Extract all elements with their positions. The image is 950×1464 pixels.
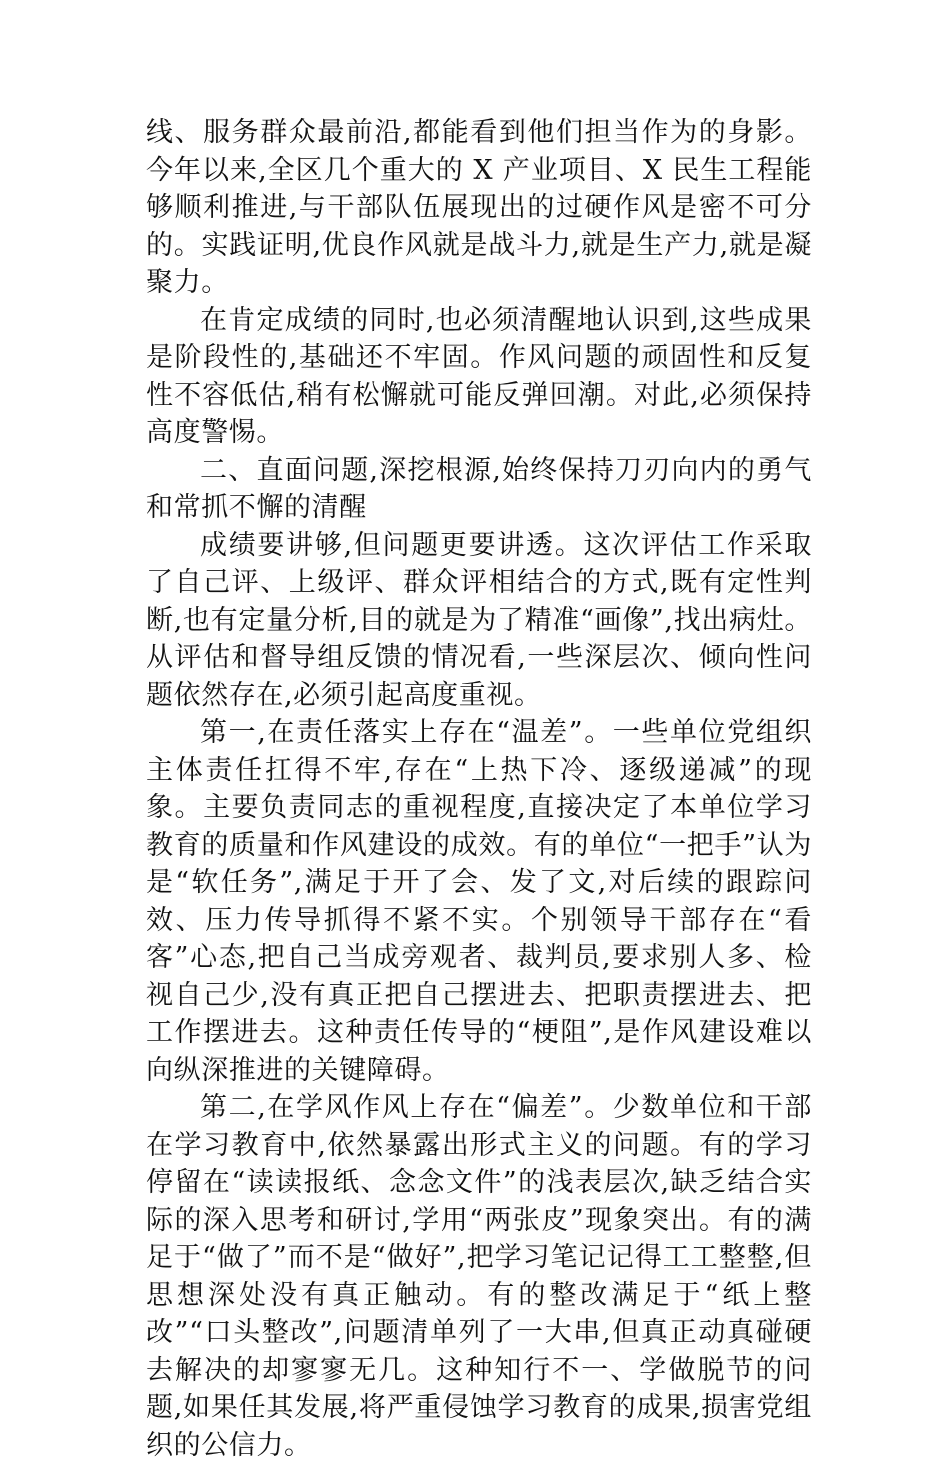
section-heading: 二、直面问题,深挖根源,始终保持刀刃向内的勇气和常抓不懈的清醒 <box>146 454 812 523</box>
document-body <box>146 114 812 1464</box>
paragraph: 第二,在学风作风上存在“偏差”。少数单位和干部在学习教育中,依然暴露出形式主义的问题。有的学习停留在“读读报纸、念念文件”的浅表层次,缺乏结合实际的深入思考和研讨,学用“两张皮”现象突出。有的满足于“做了”而不是“做好”,把学习笔记记得工工整整,但思想深处没有真正触动。有的整改满足于“纸上整改”“口头整改”,问题清单列了一大串,但真正动真碰硬去解决的却寥寥无几。这种知行不一、学做脱节的问题,如果任其发展,将严重侵蚀学习教育的成果,损害党组织的公信力。 <box>146 1092 812 1461</box>
paragraph: 第一,在责任落实上存在“温差”。一些单位党组织主体责任扛得不牢,存在“上热下冷、逐级递减”的现象。主要负责同志的重视程度,直接决定了本单位学习教育的质量和作风建设的成效。有的单位“一把手”认为是“软任务”,满足于开了会、发了文,对后续的跟踪问效、压力传导抓得不紧不实。个别领导干部存在“看客”心态,把自己当成旁观者、裁判员,要求别人多、检视自己少,没有真正把自己摆进去、把职责摆进去、把工作摆进去。这种责任传导的“梗阻”,是作风建设难以向纵深推进的关键障碍。 <box>146 717 812 1086</box>
paragraph-continuation: 线、服务群众最前沿,都能看到他们担当作为的身影。今年以来,全区几个重大的 X 产业项目、X 民生工程能够顺利推进,与干部队伍展现出的过硬作风是密不可分的。实践证明,优良作风就是战斗力,就是生产力,就是凝聚力。 <box>146 117 812 298</box>
paragraph: 成绩要讲够,但问题更要讲透。这次评估工作采取了自己评、上级评、群众评相结合的方式,既有定性判断,也有定量分析,目的就是为了精准“画像”,找出病灶。从评估和督导组反馈的情况看,一些深层次、倾向性问题依然存在,必须引起高度重视。 <box>146 529 812 711</box>
paragraph: 在肯定成绩的同时,也必须清醒地认识到,这些成果是阶段性的,基础还不牢固。作风问题的顽固性和反复性不容低估,稍有松懈就可能反弹回潮。对此,必须保持高度警惕。 <box>146 304 812 448</box>
